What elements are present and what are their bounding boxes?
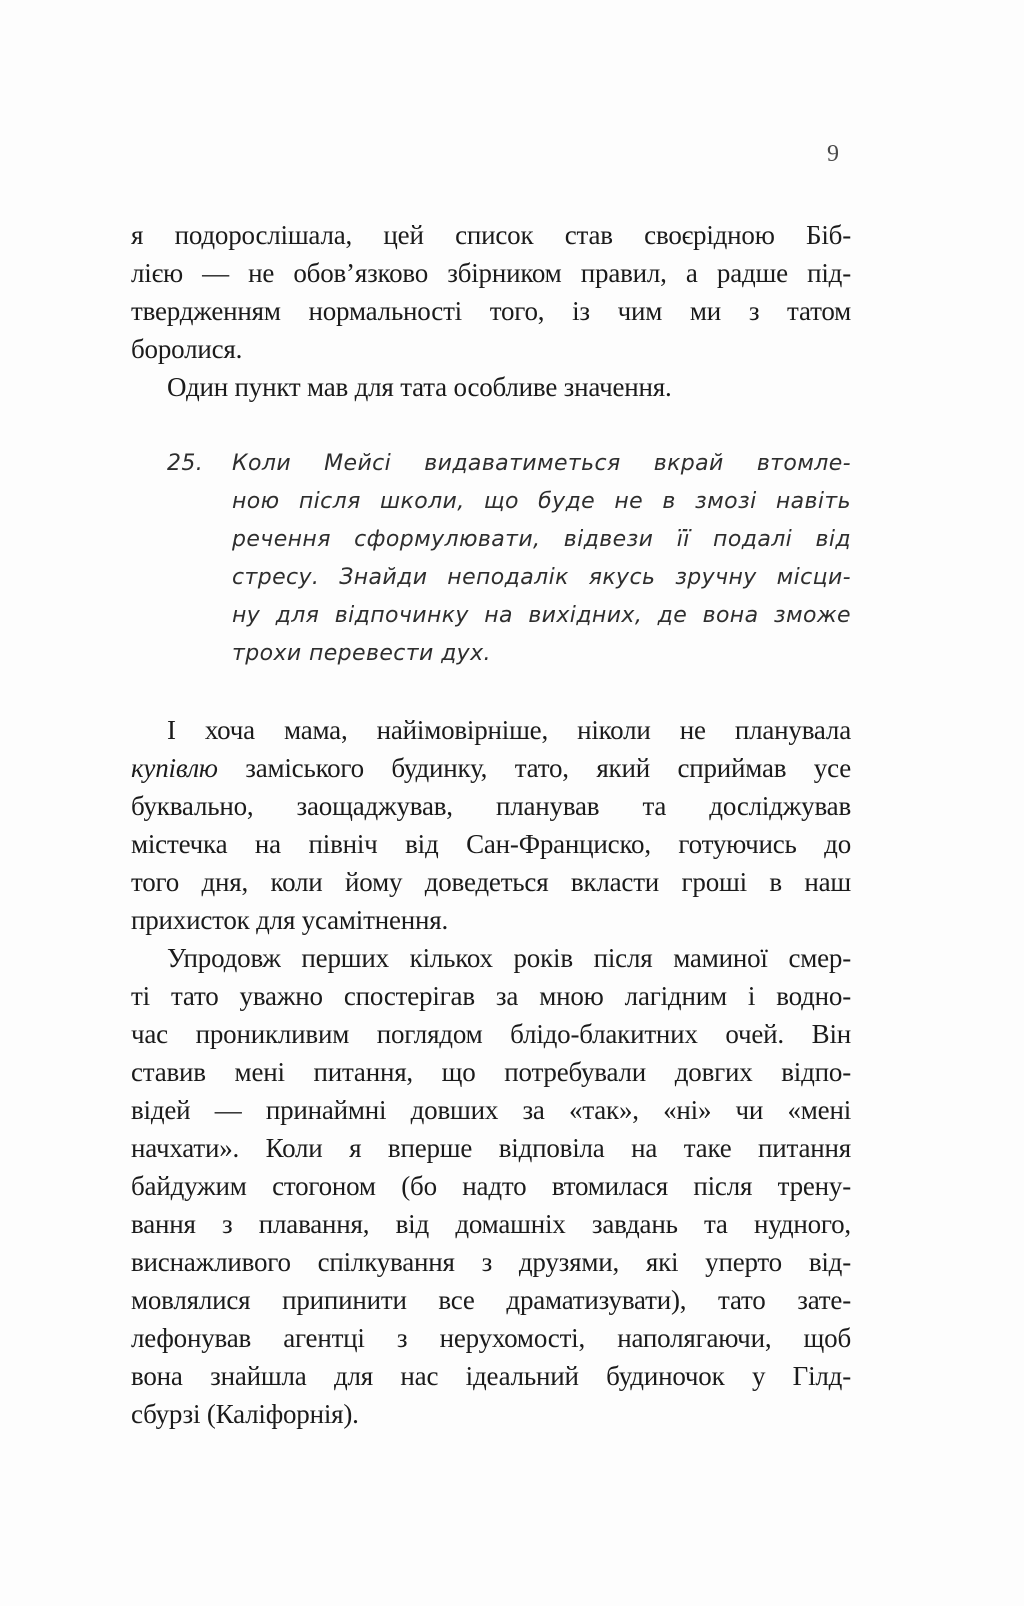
text-line: вона знайшла для нас ідеальний будиночок у Гілд- bbox=[131, 1361, 851, 1391]
text-line: ставив мені питання, що потребували довгих відпо- bbox=[131, 1057, 851, 1087]
text-line: ну для відпочинку на вихідних, де вона зможе bbox=[232, 603, 851, 628]
text-line: І хоча мама, найімовірніше, ніколи не планувала bbox=[167, 715, 851, 745]
text-line: ною після школи, що буде не в змозі навіть bbox=[232, 489, 851, 514]
text-line: того дня, коли йому доведеться вкласти гроші в наш bbox=[131, 867, 851, 897]
text-line: містечка на північ від Сан-Франциско, готуючись до bbox=[131, 829, 851, 859]
text-line: прихисток для усамітнення. bbox=[131, 905, 449, 935]
text-line: відей — принаймні довших за «так», «ні» чи «мені bbox=[131, 1095, 851, 1125]
text-line: час проникливим поглядом блідо-блакитних очей. Він bbox=[131, 1019, 851, 1049]
text-line: боролися. bbox=[131, 334, 243, 364]
text-line: байдужим стогоном (бо надто втомилася після трену- bbox=[131, 1171, 851, 1201]
text-line: буквально, заощаджував, планував та досліджував bbox=[131, 791, 851, 821]
text-line: Коли Мейсі видаватиметься вкрай втомле- bbox=[232, 451, 851, 476]
text-line: твердженням нормальності того, із чим ми з татом bbox=[131, 296, 851, 326]
page-number: 9 bbox=[827, 141, 839, 167]
paragraph-after-death bbox=[131, 939, 851, 1433]
paragraph-continuation bbox=[131, 216, 851, 368]
page-content bbox=[131, 216, 851, 1433]
text-line: ті тато уважно спостерігав за мною лагідним і водно- bbox=[131, 981, 851, 1011]
text-line: речення сформулювати, відвези її подалі від bbox=[232, 527, 851, 552]
text-line: вання з плавання, від домашніх завдань та нудного, bbox=[131, 1209, 851, 1239]
paragraph-mom-house bbox=[131, 711, 851, 939]
text-line: я подорослішала, цей список став своєрідною Біб- bbox=[131, 220, 851, 250]
text-segment: заміського будинку, тато, який сприймав усе bbox=[217, 753, 851, 783]
text-line: виснажливого спілкування з друзями, які уперто від- bbox=[131, 1247, 851, 1277]
handwritten-list-item bbox=[131, 445, 851, 673]
text-line: трохи перевести дух. bbox=[232, 641, 491, 666]
text-line: Один пункт мав для тата особливе значення. bbox=[167, 372, 672, 402]
text-line: начхати». Коли я вперше відповіла на таке питання bbox=[131, 1133, 851, 1163]
list-item-number: 25. bbox=[167, 451, 204, 476]
text-line: мовлялися припинити все драматизувати), тато зате- bbox=[131, 1285, 851, 1315]
list-item-text bbox=[232, 445, 851, 673]
italic-word: купівлю bbox=[131, 753, 218, 783]
text-line: сбурзі (Каліфорнія). bbox=[131, 1399, 359, 1429]
text-line: лією — не обов’язково збірником правил, а радше під- bbox=[131, 258, 851, 288]
paragraph-one-point bbox=[131, 368, 851, 406]
text-line: Упродовж перших кількох років після маминої смер- bbox=[167, 943, 851, 973]
text-line: стресу. Знайди неподалік якусь зручну місци- bbox=[232, 565, 851, 590]
text-line bbox=[131, 749, 851, 787]
text-line: лефонував агентці з нерухомості, наполягаючи, щоб bbox=[131, 1323, 851, 1353]
